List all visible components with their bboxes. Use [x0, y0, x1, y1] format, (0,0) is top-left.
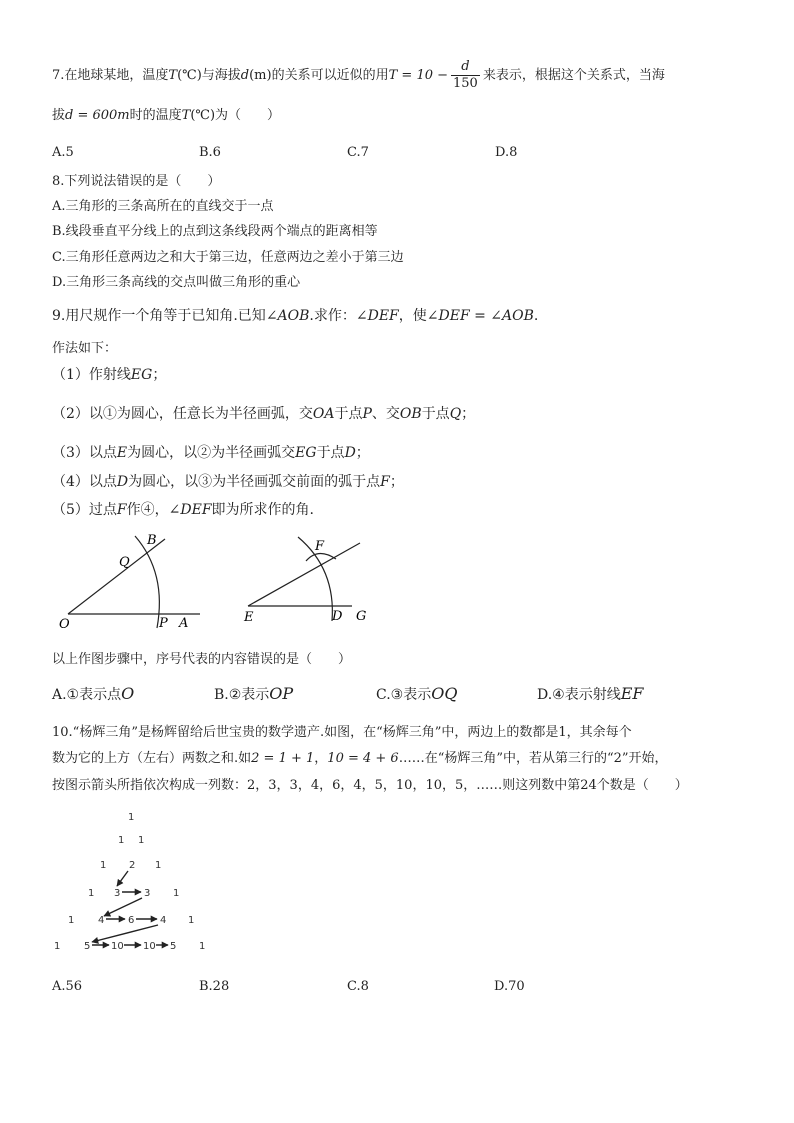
- q9-stem-b: .求作：: [309, 308, 356, 324]
- q7-unit-m: (m): [249, 68, 272, 83]
- q9-s1-v1: EG: [130, 367, 153, 383]
- yh-r5-c1: 1: [68, 915, 75, 926]
- q9-s1-pre: （1）作射线: [52, 367, 131, 383]
- q7-unit-celsius: (℃): [177, 68, 202, 83]
- q7-text-b: 与海拔: [201, 68, 241, 83]
- yh-r1-c1: 1: [128, 812, 135, 823]
- q9-s2-mid3: 于点: [421, 406, 450, 422]
- q7-l2-unit: (℃): [190, 108, 216, 123]
- q7-option-b[interactable]: B.6: [199, 145, 221, 160]
- q9-step-5: [52, 499, 314, 519]
- q10-sep: ，: [314, 751, 328, 766]
- q9-method: 作法如下：: [52, 341, 118, 356]
- q8-option-d[interactable]: D.三角形三条高线的交点叫做三角形的重心: [52, 275, 301, 290]
- label-O: O: [59, 617, 70, 632]
- q9-s4-v1: D: [116, 474, 129, 490]
- label-F: F: [315, 539, 325, 554]
- q9-figure-def: [240, 533, 380, 623]
- q9-s2-v2: P: [362, 406, 372, 422]
- q9-oa-v: O: [121, 684, 135, 703]
- label-P: P: [159, 616, 168, 631]
- q10-l2-b: ……在“杨辉三角”中，若从第三行的“2”开始，: [398, 751, 668, 766]
- yh-r2-c1: 1: [118, 835, 125, 846]
- q9-s4-v2: F: [380, 474, 390, 490]
- ray-ob: [68, 539, 165, 614]
- q9-ob-v: OP: [269, 684, 294, 703]
- q9-question: 以上作图步骤中，序号代表的内容错误的是（ ）: [52, 652, 352, 667]
- q10-line1: 10.“杨辉三角”是杨辉留给后世宝贵的数学遗产.如图，在“杨辉三角”中，两边上的数都是1，其余每个: [52, 725, 632, 740]
- q10-line3: 按图示箭头所指依次构成一列数：2，3，3，4，6，4，5，10，10，5，……则这列数中第24个数是（ ）: [52, 778, 688, 793]
- q9-od-v: EF: [620, 684, 644, 703]
- yh-r4-c1: 1: [88, 888, 95, 899]
- q9-step-4: [52, 471, 404, 491]
- q9-step-1: [52, 364, 166, 384]
- q9-s5-v1: F: [116, 502, 127, 518]
- yh-r5-c4: 4: [160, 915, 167, 926]
- q9-eq: ∠DEF = ∠AOB: [426, 308, 534, 324]
- label-B: B: [147, 533, 157, 548]
- q9-oc-v: OQ: [431, 684, 458, 703]
- yh-r3-c2: 2: [129, 860, 136, 871]
- q9-stem-d: .: [533, 308, 539, 324]
- yh-r4-c2: 3: [114, 888, 121, 899]
- q9-s3-post: ；: [355, 445, 370, 461]
- q9-s5-post: 即为所求作的角.: [211, 502, 314, 518]
- yh-r5-c3: 6: [128, 915, 135, 926]
- q9-stem-c: ，使: [398, 308, 427, 324]
- q9-s2-pre: （2）以①为圆心，任意长为半径画弧，交: [52, 406, 313, 422]
- label-E: E: [244, 610, 254, 623]
- q7-var-d: d: [240, 68, 250, 83]
- q9-s2-mid2: 、交: [371, 406, 400, 422]
- q7-option-c[interactable]: C.7: [347, 145, 369, 160]
- q9-option-a[interactable]: [52, 684, 134, 704]
- q9-od-pre: D.④表示射线: [537, 687, 621, 703]
- label-D: D: [332, 609, 343, 623]
- yh-r2-c2: 1: [138, 835, 145, 846]
- q10-line2: [52, 747, 668, 766]
- q7-text-e: 来表示，根据这个关系式，当海: [482, 68, 665, 83]
- q7-frac-den: 150: [453, 76, 478, 91]
- q9-step-2: [52, 403, 475, 423]
- q9-oa-pre: A.①表示点: [52, 687, 122, 703]
- yh-r6-c3: 10: [111, 941, 124, 952]
- yh-r6-c5: 5: [170, 941, 177, 952]
- q9-s3-pre: （3）以点: [52, 445, 117, 461]
- q10-option-a[interactable]: A.56: [52, 979, 83, 994]
- q10-eq1: 2 = 1 + 1: [251, 751, 315, 766]
- q9-s5-v2: ∠DEF: [168, 502, 212, 518]
- q9-oc-pre: C.③表示: [376, 687, 432, 703]
- yh-r4-c4: 1: [173, 888, 180, 899]
- q8-stem: 8.下列说法错误的是（ ）: [52, 174, 221, 189]
- q9-s3-mid1: 为圆心，以②为半径画弧交: [127, 445, 296, 461]
- yh-r3-c3: 1: [155, 860, 162, 871]
- q9-s2-v4: Q: [449, 406, 462, 422]
- q9-step-3: [52, 442, 370, 462]
- yh-r6-c4: 10: [143, 941, 156, 952]
- q7-option-a[interactable]: A.5: [52, 145, 74, 160]
- q9-s3-v2: EG: [295, 445, 317, 461]
- yh-r6-c6: 1: [199, 941, 206, 952]
- q9-s2-v1: OA: [312, 406, 335, 422]
- q9-angle-def: ∠DEF: [355, 308, 399, 324]
- label-A: A: [179, 616, 189, 631]
- q7-fraction: [451, 59, 480, 92]
- q10-option-c[interactable]: C.8: [347, 979, 369, 994]
- yh-r6-c1: 1: [54, 941, 61, 952]
- q9-option-d[interactable]: [537, 684, 644, 704]
- q7-text-a: 7.在地球某地，温度: [52, 68, 169, 83]
- q9-s4-mid1: 为圆心，以③为半径画弧交前面的弧于点: [128, 474, 381, 490]
- q7-frac-num: d: [451, 59, 480, 76]
- q7-line1: [52, 58, 665, 94]
- q8-option-c[interactable]: C.三角形任意两边之和大于第三边，任意两边之差小于第三边: [52, 250, 404, 265]
- q9-s3-v1: E: [116, 445, 128, 461]
- q7-option-d[interactable]: D.8: [495, 145, 518, 160]
- q9-s5-pre: （5）过点: [52, 502, 117, 518]
- ray-ef: [248, 543, 360, 606]
- q7-l2-T: T: [181, 108, 191, 123]
- q9-ob-pre: B.②表示: [214, 687, 270, 703]
- yh-r4-c3: 3: [144, 888, 151, 899]
- yh-r3-c1: 1: [100, 860, 107, 871]
- q8-option-b[interactable]: B.线段垂直平分线上的点到这条线段两个端点的距离相等: [52, 224, 378, 239]
- label-Q: Q: [119, 555, 130, 570]
- arrow-3-to-4: [104, 898, 142, 916]
- q9-angle-aob: ∠AOB: [265, 308, 310, 324]
- q9-s2-mid1: 于点: [334, 406, 363, 422]
- q9-option-b[interactable]: [214, 684, 293, 704]
- yh-r6-c2: 5: [84, 941, 91, 952]
- arc-f: [306, 553, 336, 561]
- q9-option-c[interactable]: [376, 684, 457, 704]
- q9-s4-pre: （4）以点: [52, 474, 117, 490]
- q9-stem-a: 9.用尺规作一个角等于已知角.已知: [52, 308, 266, 324]
- q9-s2-v3: OB: [399, 406, 422, 422]
- q7-var-T: T: [168, 68, 178, 83]
- q10-eq2: 10 = 4 + 6: [327, 751, 399, 766]
- yh-r5-c2: 4: [98, 915, 105, 926]
- q9-s4-post: ；: [389, 474, 404, 490]
- q7-l2-b: 时的温度: [129, 108, 182, 123]
- q9-s2-post: ；: [461, 406, 476, 422]
- q7-l2-a: 拔: [52, 108, 66, 123]
- q10-l2-a: 数为它的上方（左右）两数之和.如: [52, 751, 252, 766]
- q7-formula-lhs: T = 10 −: [388, 68, 449, 83]
- q10-yanghui-triangle: [52, 808, 212, 958]
- q9-stem: [52, 305, 538, 325]
- label-G: G: [356, 609, 367, 623]
- arrow-4-to-5: [92, 925, 158, 942]
- q9-figure-aob: [55, 528, 205, 633]
- q9-s5-mid1: 作④，: [126, 502, 169, 518]
- q8-option-a[interactable]: A.三角形的三条高所在的直线交于一点: [52, 199, 274, 214]
- q7-l2-c: 为（ ）: [215, 108, 281, 123]
- arrow-2-to-3: [117, 871, 128, 886]
- q10-option-b[interactable]: B.28: [199, 979, 230, 994]
- q9-s3-mid2: 于点: [316, 445, 345, 461]
- q7-line2: [52, 104, 280, 123]
- q9-s1-post: ；: [152, 367, 167, 383]
- q10-option-d[interactable]: D.70: [494, 979, 525, 994]
- q7-l2-cond: d = 600m: [65, 108, 130, 123]
- q9-s3-v3: D: [344, 445, 356, 461]
- q7-text-c: 的关系可以近似的用: [271, 68, 389, 83]
- yh-r5-c5: 1: [188, 915, 195, 926]
